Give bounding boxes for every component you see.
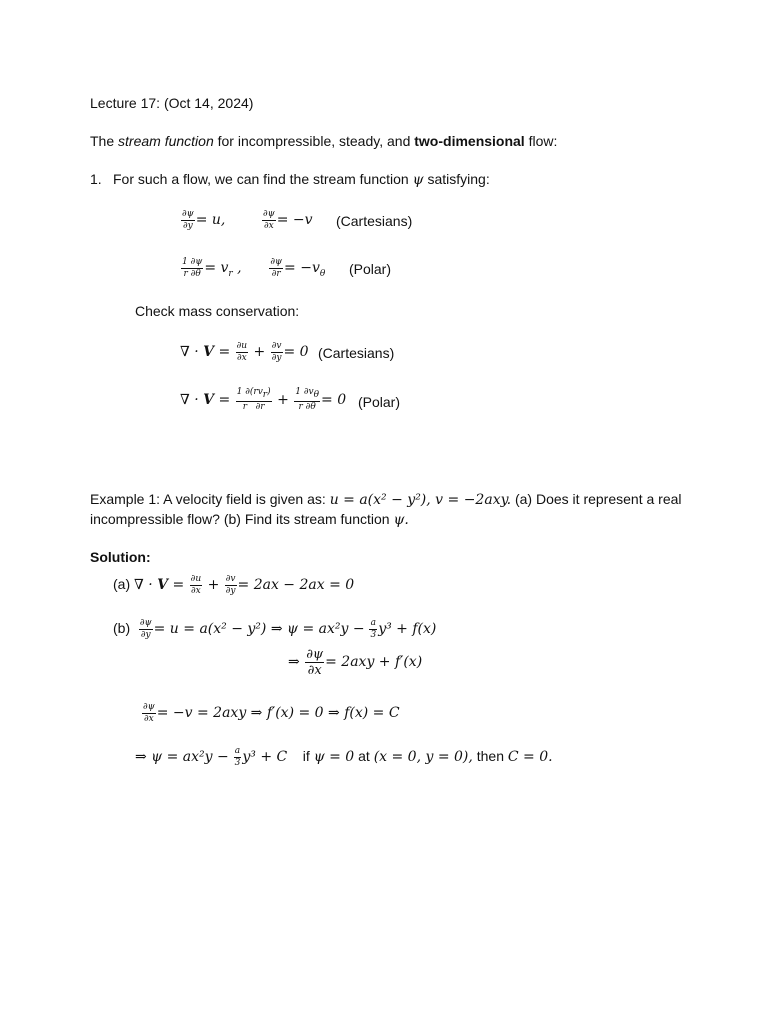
solution-b2: ⇒ $\frac{\partial\psi}{\partial x}$ = 2axy + f′(x) bbox=[288, 646, 423, 678]
solution-d-eq1: ψ = 0 bbox=[313, 749, 355, 765]
example-line-2 bbox=[90, 510, 409, 529]
item1-tail: satisfying: bbox=[427, 171, 490, 187]
solution-heading: Solution: bbox=[90, 549, 151, 565]
lecture-title: Lecture 17: (Oct 14, 2024) bbox=[90, 95, 254, 111]
intro-mid: for incompressible, steady, and bbox=[213, 133, 415, 149]
solution-d-mid: y³ + C bbox=[242, 749, 288, 765]
solution-d-eq3: C = 0. bbox=[507, 749, 553, 765]
item1-text: For such a flow, we can find the stream function bbox=[113, 171, 409, 187]
list-item-text bbox=[113, 170, 490, 189]
solution-c: $\frac{\partial\psi}{\partial x}$ = −v = 2axy ⇒ f′(x) = 0 ⇒ f(x) = C bbox=[143, 701, 400, 724]
solution-c-rhs: = −v = 2axy ⇒ f′(x) = 0 ⇒ f(x) = C bbox=[156, 705, 400, 721]
example-eq: u = a(x² − y²), v = −2axy. bbox=[329, 492, 512, 508]
label-cartesians-1: (Cartesians) bbox=[336, 213, 413, 229]
intro-em: stream function bbox=[118, 133, 214, 149]
label-polar-1: (Polar) bbox=[349, 261, 392, 277]
continuity-cartesians: ∇ · V = $\frac{\partial u}{\partial x}$ + $\frac{\partial v}{\partial y}$ = 0 bbox=[180, 340, 309, 363]
solution-b-rhs: = u = a(x² − y²) ⇒ ψ = ax²y − bbox=[153, 621, 365, 637]
continuity-polar: ∇ · V = $\frac{1 \partial(rv_r)}{r \partial r}$ + $\frac{1 \partial v_\theta}{r \partial\theta}$ = 0 bbox=[180, 387, 347, 412]
list-item-number: 1. bbox=[90, 171, 102, 187]
intro-line bbox=[90, 132, 557, 150]
solution-a: (a) ∇ · V = $\frac{\partial u}{\partial x}$ + $\frac{\partial v}{\partial y}$ = 2ax − 2ax = 0 bbox=[113, 573, 355, 596]
label-polar-2: (Polar) bbox=[358, 394, 401, 410]
solution-d-if: if bbox=[302, 748, 310, 764]
intro-post: flow: bbox=[524, 133, 558, 149]
solution-b: (b) $\frac{\partial\psi}{\partial y}$ = u = a(x² − y²) ⇒ ψ = ax²y − $\frac{a}{3}$ y³ + f(x) bbox=[113, 617, 437, 640]
equation-polar: $\frac{1 \partial\psi}{r \partial\theta}$ = $v_r$ , $\frac{\partial\psi}{\partial r}$ = $-v_\theta$ bbox=[182, 256, 326, 279]
solution-b-label: (b) bbox=[113, 620, 131, 636]
solution-d-at: at bbox=[358, 748, 370, 764]
solution-b-tail: y³ + f(x) bbox=[378, 621, 437, 637]
solution-b2-rhs: = 2axy + f′(x) bbox=[325, 654, 423, 670]
solution-d-then: then bbox=[476, 748, 504, 764]
check-label: Check mass conservation: bbox=[135, 303, 300, 319]
example-line-1 bbox=[90, 490, 682, 509]
example-post: (a) Does it represent a real bbox=[514, 491, 682, 507]
solution-a-label: (a) bbox=[113, 576, 131, 592]
solution-d-eq2: (x = 0, y = 0), bbox=[373, 749, 473, 765]
solution-a-rhs: = 2ax − 2ax = 0 bbox=[237, 577, 355, 593]
label-cartesians-2: (Cartesians) bbox=[318, 345, 395, 361]
equation-cartesians: $\frac{\partial\psi}{\partial y}$ = u, $\frac{\partial\psi}{\partial x}$ = −v bbox=[182, 208, 313, 231]
example-line2-pre: incompressible flow? (b) Find its stream function bbox=[90, 511, 390, 527]
psi-symbol: ψ bbox=[412, 172, 424, 188]
solution-d: ⇒ ψ = ax²y − $\frac{a}{3}$ y³ + C if ψ = 0 at (x = 0, y = 0), then C = 0. bbox=[135, 745, 553, 768]
solution-d-pre: ⇒ ψ = ax²y − bbox=[135, 749, 229, 765]
intro-strong: two-dimensional bbox=[414, 133, 525, 149]
example-pre: Example 1: A velocity field is given as: bbox=[90, 491, 326, 507]
intro-pre: The bbox=[90, 133, 119, 149]
example-line2-psi: ψ. bbox=[393, 512, 409, 528]
